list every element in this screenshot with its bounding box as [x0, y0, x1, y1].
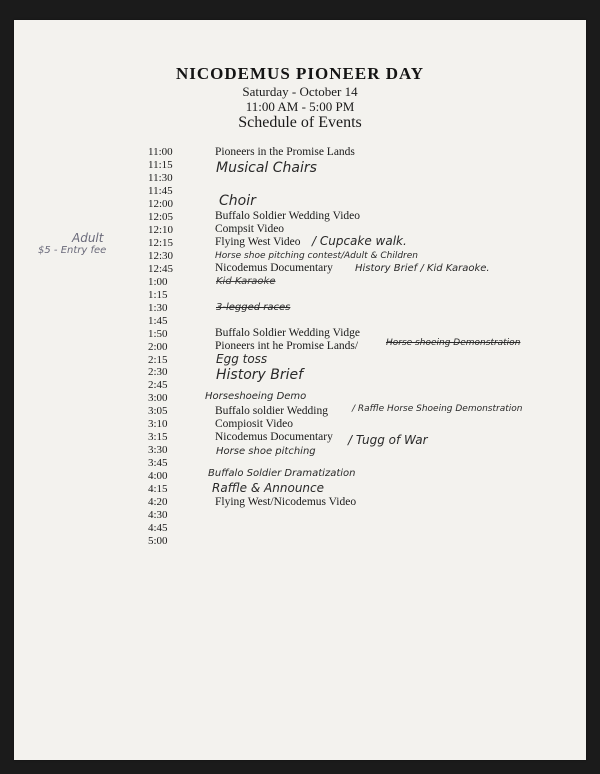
handwritten-strike-305: / Raffle Horse Shoeing Demonstration [352, 404, 523, 414]
time-slot: 11:30 [148, 171, 173, 184]
printed-event: Buffalo Soldier Wedding Vidge [215, 327, 360, 340]
printed-event: Buffalo soldier Wedding [215, 404, 328, 417]
event-hours: 11:00 AM - 5:00 PM [245, 99, 355, 114]
time-slot: 3:05 [148, 405, 168, 418]
time-slot: 4:45 [148, 522, 168, 535]
time-slot: 11:45 [148, 184, 173, 197]
handwritten-buffalo-dramatization: Buffalo Soldier Dramatization [208, 468, 356, 479]
printed-event: Pioneers int he Promise Lands/ [215, 340, 359, 353]
time-slot: 3:00 [148, 392, 168, 405]
document-title: NICODEMUS PIONEER DAY [175, 64, 424, 83]
event-date: Saturday - October 14 [242, 84, 358, 99]
time-slot: 12:00 [148, 197, 174, 210]
time-slot: 12:15 [148, 236, 174, 249]
printed-event: Flying West Video [215, 236, 301, 249]
handwritten-raffle-announce: Raffle & Announce [212, 481, 325, 495]
printed-event: Flying West/Nicodemus Video [215, 495, 357, 508]
handwritten-history-brief: History Brief [216, 367, 304, 383]
handwritten-horseshoe-contest: Horse shoe pitching contest/Adult & Children [215, 251, 418, 261]
handwritten-choir: Choir [219, 193, 256, 209]
time-slot: 3:10 [148, 418, 168, 431]
handwritten-egg-toss: Egg toss [216, 352, 268, 366]
printed-event: Nicodemus Documentary [215, 262, 333, 275]
handwritten-strikethrough-races: 3-legged races [216, 302, 291, 313]
time-slot: 12:10 [148, 223, 174, 236]
time-slot: 4:20 [148, 496, 168, 509]
handwritten-strike-1: Kid Karaoke [216, 276, 276, 287]
time-slot: 1:15 [148, 288, 168, 301]
handwritten-strike-2pm: Horse shoeing Demonstration [386, 338, 521, 348]
handwritten-horse-shoe-pitching: Horse shoe pitching [216, 446, 316, 457]
time-slot: 4:30 [148, 509, 168, 522]
time-slot: 1:30 [148, 301, 168, 314]
handwritten-musical-chairs: Musical Chairs [216, 160, 317, 176]
handwritten-history-brief-kid: History Brief / Kid Karaoke. [355, 263, 490, 274]
handwritten-cupcake-walk: / Cupcake walk. [312, 234, 407, 248]
time-slot: 3:15 [148, 431, 168, 444]
time-slot: 12:30 [148, 249, 174, 262]
printed-event: Nicodemus Documentary [215, 430, 333, 443]
handwritten-tug-of-war: / Tugg of War [348, 433, 428, 447]
time-slot: 1:00 [148, 275, 168, 288]
time-slot: 4:00 [148, 470, 168, 483]
time-slot: 11:00 [148, 146, 173, 158]
margin-note-entry-fee: $5 - Entry fee [38, 245, 107, 256]
time-slot: 11:15 [148, 158, 173, 171]
time-slot: 2:00 [148, 340, 168, 353]
time-slot: 2:45 [148, 379, 168, 392]
printed-event: Compsit Video [215, 223, 285, 236]
time-slot: 12:45 [148, 262, 174, 275]
time-slot: 3:30 [148, 444, 168, 457]
time-slot: 4:15 [148, 483, 168, 496]
printed-event: Buffalo Soldier Wedding Video [215, 210, 360, 223]
printed-event: Compiosit Video [215, 417, 294, 430]
time-slot: 1:45 [148, 314, 168, 327]
time-slot: 2:15 [148, 353, 168, 366]
time-slot: 1:50 [148, 327, 168, 340]
time-slot: 3:45 [148, 457, 168, 470]
schedule-heading: Schedule of Events [238, 114, 362, 131]
handwritten-kids-karaoke-line [216, 276, 285, 287]
handwritten-horseshoeing-demo: Horseshoeing Demo [205, 391, 307, 402]
printed-event: Pioneers in the Promise Lands [215, 145, 355, 158]
time-slot: 5:00 [148, 535, 168, 548]
margin-note-adult: Adult [72, 231, 104, 245]
time-slot: 12:05 [148, 210, 174, 223]
time-slot: 2:30 [148, 366, 168, 379]
